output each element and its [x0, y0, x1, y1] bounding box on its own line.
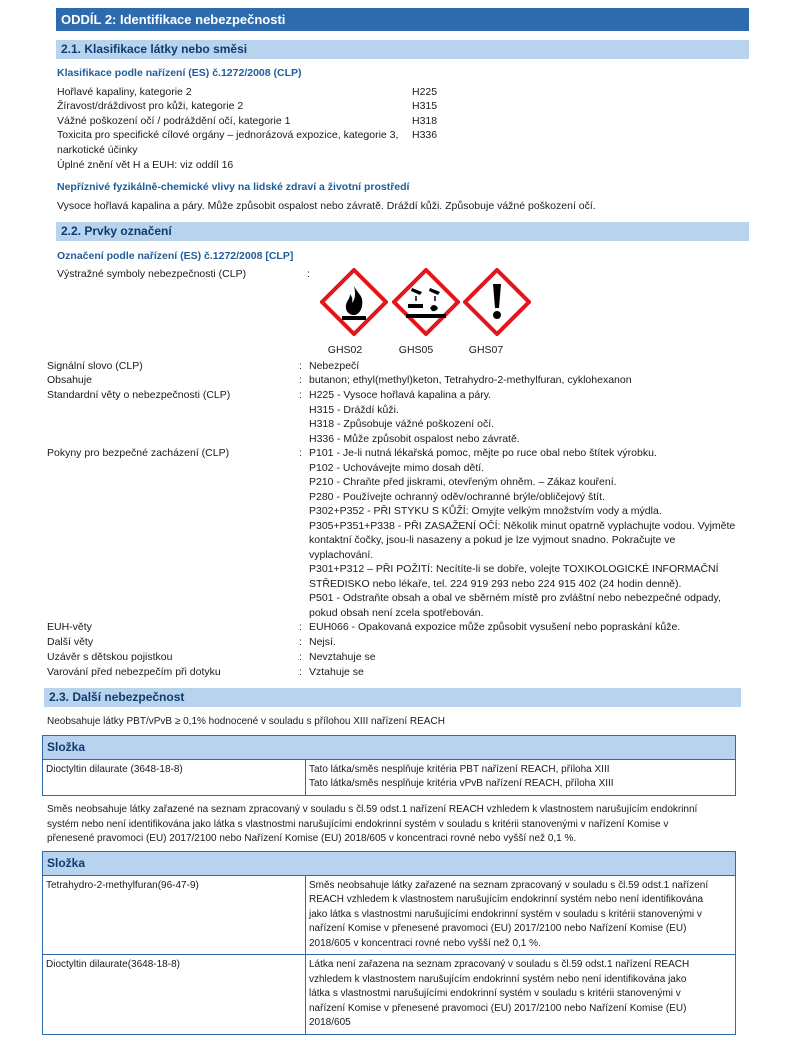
component-text-line: nařízení Komise v přenesené pravomoci (EU) 2017/2100 nebo Nařízení Komise (EU) — [309, 1002, 687, 1014]
component-text-line: Směs neobsahuje látky zařazené na seznam zpracovaný v souladu s čl.59 odst.1 nařízení — [309, 879, 709, 891]
endocrine-line: systém nebo není identifikována jako látka s vlastnostmi narušujícími endokrinní systém v souladu s kritérii stanovenými v nařízení Komise v — [47, 818, 669, 830]
component-table-endocrine — [42, 851, 736, 1035]
child-closure-label: Uzávěr s dětskou pojistkou — [47, 651, 173, 663]
component-text-line: nařízení Komise v přenesené pravomoci (EU) 2017/2100 nebo Nařízení Komise (EU) — [309, 923, 687, 934]
precaution-line: P210 - Chraňte před jiskrami, otevřeným ohněm. – Zákaz kouření. — [309, 476, 617, 488]
hazard-line: H336 - Může způsobit ospalost nebo závratě. — [309, 432, 520, 445]
classification-code: H318 — [412, 115, 438, 127]
colon: : — [299, 389, 302, 401]
endocrine-text — [47, 803, 747, 847]
signal-value: Nebezpečí — [309, 360, 360, 372]
effects-subtitle: Nepříznivé fyzikálně-chemické vlivy na lidské zdraví a životní prostředí — [57, 181, 410, 193]
precaution-label: Pokyny pro bezpečné zacházení (CLP) — [47, 447, 230, 459]
symbols-label: Výstražné symboly nebezpečnosti (CLP) — [57, 268, 247, 280]
component-text-line: Látka není zařazena na seznam zpracovaný v souladu s čl.59 odst.1 nařízení REACH — [309, 959, 690, 970]
table-header: Složka — [43, 736, 736, 760]
ghs-code: GHS05 — [398, 344, 434, 356]
component-text — [306, 759, 736, 795]
precaution-line: P280 - Používejte ochranný oděv/ochranné brýle/obličejový štít. — [309, 490, 605, 503]
precaution-line: P501 - Odstraňte obsah a obal ve sběrném místě pro zvláštní nebo nebezpečné odpady, — [309, 592, 721, 604]
precaution-statements — [309, 446, 735, 620]
classification-label-cont: narkotické účinky — [57, 144, 138, 156]
component-name: Dioctyltin dilaurate(3648-18-8) — [43, 955, 306, 1035]
colon: : — [299, 651, 302, 663]
table-header: Složka — [43, 852, 736, 876]
component-text-line: Tato látka/směs nesplňuje kritéria PBT nařízení REACH, příloha XIII — [309, 763, 610, 775]
classification-code: H336 — [412, 129, 438, 141]
hazard-line: H315 - Dráždí kůži. — [309, 403, 399, 416]
precaution-line: P302+P352 - PŘI STYKU S KŮŽÍ: Omyjte velkým množstvím vody a mýdla. — [309, 505, 662, 517]
colon: : — [299, 447, 302, 459]
component-text-line: 2018/605 v koncentraci rovné nebo vyšší než 0,1 %. — [309, 937, 541, 949]
pbt-text: Neobsahuje látky PBT/vPvB ≥ 0,1% hodnocené v souladu s přílohou XIII nařízení REACH — [47, 716, 445, 727]
table-row — [43, 759, 736, 795]
flame-icon — [320, 268, 388, 336]
contains-value: butanon; ethyl(methyl)keton, Tetrahydro-2-methylfuran, cyklohexanon — [309, 374, 632, 386]
precaution-line: P305+P351+P338 - PŘI ZASAŽENÍ OČÍ: Několik minut opatrně vyplachujte vodou. Vyjměte — [309, 519, 736, 532]
component-table-pbt — [42, 735, 736, 796]
endocrine-line: přenesené pravomoci (EU) 2017/2100 nebo Nařízení Komise (EU) 2018/605 v koncentraci rovné nebo vyšší než 0,1 %. — [47, 833, 577, 844]
component-text-line: látka s vlastnostmi narušujícími endokrinní systém v souladu s kritérii stanovenými v — [309, 988, 681, 999]
effects-text: Vysoce hořlavá kapalina a páry. Může způsobit ospalost nebo závratě. Dráždí kůži. Způsobuje vážné poškození očí. — [57, 200, 596, 212]
precaution-line: P301+P312 – PŘI POŽITÍ: Necítíte-li se dobře, volejte TOXIKOLOGICKÉ INFORMAČNÍ — [309, 563, 719, 575]
precaution-line: P102 - Uchovávejte mimo dosah dětí. — [309, 461, 485, 474]
precaution-line: kontaktní čočky, jsou-li nasazeny a pokud je lze vyjmout snadno. Pokračujte ve — [309, 534, 676, 546]
component-text-line: REACH vzhledem k vlastnostem narušujícím endokrinní systém nebo není identifikována — [309, 894, 704, 905]
component-name: Tetrahydro-2-methylfuran(96-47-9) — [43, 875, 306, 955]
precaution-line: P101 - Je-li nutná lékařská pomoc, mějte po ruce obal nebo štítek výrobku. — [309, 447, 657, 459]
precaution-line: pokud obsah není zcela spotřebován. — [309, 606, 484, 619]
contains-label: Obsahuje — [47, 374, 92, 386]
corrosion-icon — [392, 268, 460, 336]
section-2-1-header: 2.1. Klasifikace látky nebo směsi — [56, 40, 749, 59]
hazard-line: H318 - Způsobuje vážné poškození očí. — [309, 418, 495, 430]
ghs-code: GHS02 — [327, 344, 363, 356]
colon: : — [299, 636, 302, 648]
hazard-label: Standardní věty o nebezpečnosti (CLP) — [47, 389, 231, 401]
other-value: Nejsí. — [309, 636, 336, 648]
full-text-note: Úplné znění vět H a EUH: viz oddíl 16 — [57, 159, 234, 171]
tactile-label: Varování před nebezpečím při dotyku — [47, 666, 221, 678]
other-label: Další věty — [47, 636, 94, 648]
euh-label: EUH-věty — [47, 621, 92, 633]
endocrine-line: Směs neobsahuje látky zařazené na seznam zpracovaný v souladu s čl.59 odst.1 nařízení REACH vzhledem k vlastnostem narušujícím endokrinní — [47, 804, 698, 815]
precaution-line: vyplachování. — [309, 548, 374, 561]
colon: : — [299, 360, 302, 372]
classification-code: H225 — [412, 86, 438, 98]
component-name: Dioctyltin dilaurate (3648-18-8) — [43, 759, 306, 795]
component-text-line: Tato látka/směs nesplňuje kritéria vPvB nařízení REACH, příloha XIII — [309, 778, 614, 789]
table-row — [43, 875, 736, 955]
section-header: ODDÍL 2: Identifikace nebezpečnosti — [56, 8, 749, 31]
colon: : — [299, 621, 302, 633]
component-text — [306, 955, 736, 1035]
component-text-line: vzhledem k vlastnostem narušujícím endokrinní systém nebo není identifikována jako — [309, 973, 687, 985]
classification-label: Toxicita pro specifické cílové orgány – jednorázová expozice, kategorie 3, — [57, 129, 399, 141]
colon: : — [299, 374, 302, 386]
euh-value: EUH066 - Opakovaná expozice může způsobit vysušení nebo popraskání kůže. — [309, 621, 681, 633]
classification-label: Vážné poškození očí / podráždění očí, kategorie 1 — [57, 115, 291, 127]
classification-code: H315 — [412, 100, 438, 112]
hazard-line: H225 - Vysoce hořlavá kapalina a páry. — [309, 389, 492, 401]
table-row — [43, 955, 736, 1035]
component-text-line: 2018/605 — [309, 1017, 351, 1028]
child-closure-value: Nevztahuje se — [309, 651, 376, 663]
labelling-subtitle: Označení podle nařízení (ES) č.1272/2008 [CLP] — [57, 250, 294, 262]
classification-label: Hořlavé kapaliny, kategorie 2 — [57, 86, 192, 98]
ghs-code: GHS07 — [468, 344, 504, 356]
classification-subtitle: Klasifikace podle nařízení (ES) č.1272/2008 (CLP) — [57, 67, 302, 79]
hazard-statements — [309, 388, 520, 446]
precaution-line: STŘEDISKO nebo lékaře, tel. 224 919 293 nebo 224 915 402 (24 hodin denně). — [309, 577, 682, 590]
section-2-3-header: 2.3. Další nebezpečnost — [44, 688, 741, 707]
colon: : — [307, 268, 310, 280]
colon: : — [299, 666, 302, 678]
signal-label: Signální slovo (CLP) — [47, 360, 143, 372]
component-text-line: jako látka s vlastnostmi narušujícími endokrinní systém v souladu s kritérii stanovenými v — [309, 908, 702, 920]
exclamation-icon — [463, 268, 531, 336]
tactile-value: Vztahuje se — [309, 666, 364, 678]
section-2-2-header: 2.2. Prvky označení — [56, 222, 749, 241]
component-text — [306, 875, 736, 955]
classification-label: Žíravost/dráždivost pro kůži, kategorie 2 — [57, 100, 244, 112]
